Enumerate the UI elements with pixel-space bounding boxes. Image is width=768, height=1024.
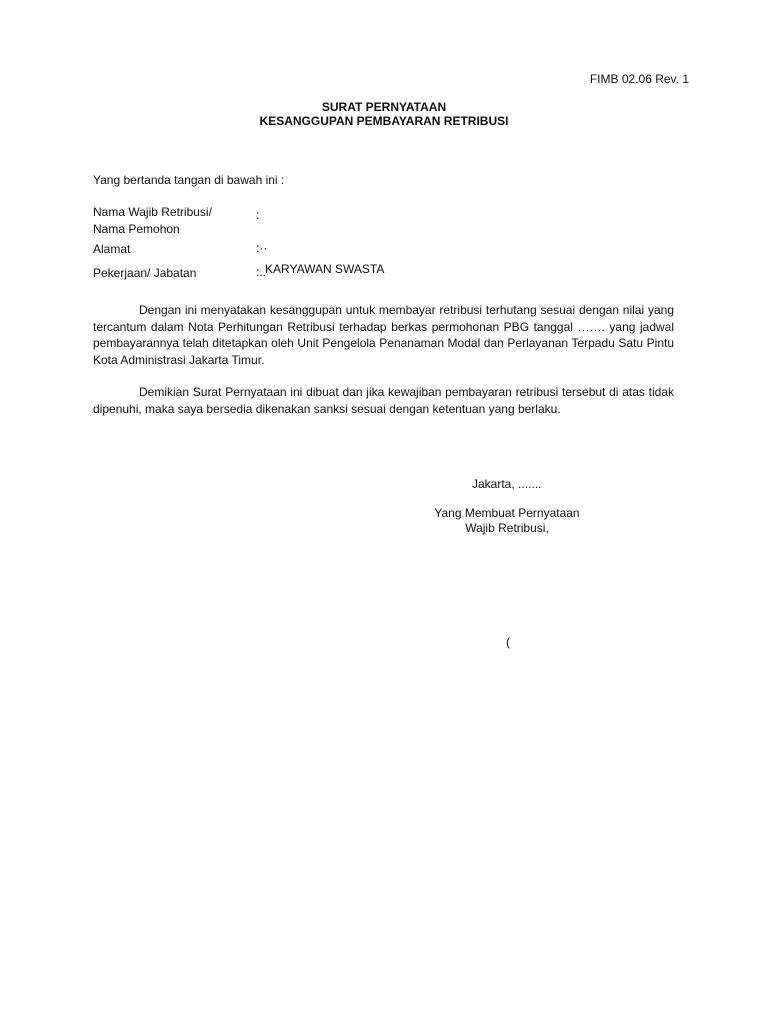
title-line-1: SURAT PERNYATAAN — [321, 100, 447, 114]
title-line-2: KESANGGUPAN PEMBAYARAN RETRIBUSI — [259, 114, 509, 128]
closing-line-2: Wajib Retribusi, — [465, 520, 549, 535]
signature-closing — [407, 506, 607, 535]
pekerjaan-label: Pekerjaan/ Jabatan — [93, 266, 197, 280]
intro-text: Yang bertanda tangan di bawah ini : — [93, 173, 285, 187]
document-code: FIMB 02.06 Rev. 1 — [589, 72, 689, 86]
alamat-label: Alamat — [93, 242, 131, 256]
place-date: Jakarta, ....... — [472, 477, 542, 491]
statement-paragraph-2: Demikian Surat Pernyataan ini dibuat dan jika kewajiban pembayaran retribusi tersebut di atas tidak dipenuhi, maka saya bersedia dikenakan sanksi sesuai dengan ketentuan yang berlaku. — [93, 385, 674, 416]
closing-line-1: Yang Membuat Pernyataan — [434, 506, 580, 520]
alamat-colon: :·· — [256, 241, 268, 255]
pekerjaan-colon: :.. — [256, 265, 267, 279]
nama-label-line-1: Nama Wajib Retribusi/ — [93, 205, 212, 219]
signature-name-paren: ( — [506, 635, 510, 649]
nama-label-line-2: Nama Pemohon — [93, 222, 180, 236]
pekerjaan-value: KARYAWAN SWASTA — [265, 262, 385, 276]
statement-paragraph-1: Dengan ini menyatakan kesanggupan untuk membayar retribusi terhutang sesuai dengan nilai yang tercantum dalam Nota Perhitungan Retribusi terhadap berkas permohonan PBG tanggal ……. yang jadwal pembayarannya telah ditetapkan oleh Unit Pengelola Penanaman Modal dan Perlayanan Terpadu Satu Pintu Kota Administrasi Jakarta Timur. — [93, 303, 674, 367]
nama-colon: : — [256, 208, 260, 222]
document-title — [0, 100, 768, 128]
